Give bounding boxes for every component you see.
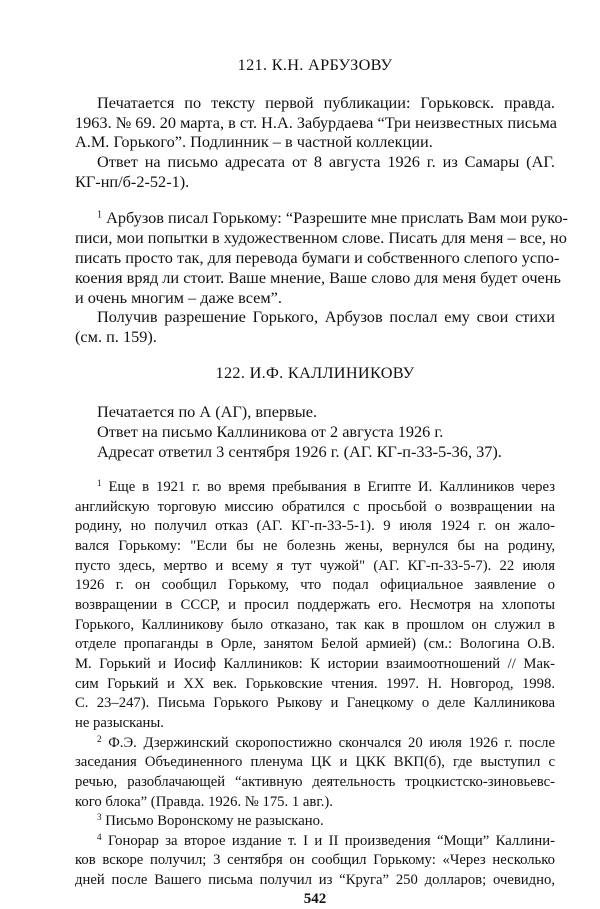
section-122-note-2: [97, 736, 555, 751]
section-122-note-line: С. 23–247). Письма Горького Рыкову и Ганецкому о деле Каллиникова: [75, 695, 555, 711]
section-122-note-line: заседания Объединенного пленума ЦК и ЦКК ВКП(б), где выступил с: [75, 754, 555, 770]
section-122-note-line: дней после Вашего письма получил из “Круга” 250 долларов; очевидно,: [75, 872, 555, 888]
section-122-note-line: кого блока” (Правда. 1926. № 175. 1 авг.).: [75, 794, 333, 810]
section-122-note-3: [97, 814, 555, 829]
section-121-intro-line: А.М. Горького”. Подлинник – в частной коллекции.: [75, 132, 433, 151]
section-122-note-line: пусто здесь, мертво и всему я тут чужой" (АГ. КГ-п-33-5-7). 22 июля: [75, 558, 555, 574]
section-121-note-line: (см. п. 159).: [75, 327, 157, 346]
section-122-intro-line: Ответ на письмо Каллиникова от 2 августа 1926 г.: [97, 422, 444, 441]
section-122-note-line: родину, но получил отказ (АГ. КГ-п-33-5-1). 9 июля 1924 г. он жало-: [75, 518, 555, 534]
section-121-note-line: писи, мои попытки в художественном слове. Писать для меня – все, но: [75, 228, 567, 247]
section-122-intro-line: Адресат ответил 3 сентября 1926 г. (АГ. КГ-п-33-5-36, 37).: [97, 442, 502, 461]
section-122-note-line: Горького, Каллиникову было отказано, так как в прошлом он служил в: [75, 617, 555, 633]
footnote-mark: 2: [97, 734, 102, 744]
footnote-mark: 1: [97, 478, 102, 488]
note-text: Гонорар за второе издание т. I и II произведения “Мощи” Каллини-: [107, 833, 556, 849]
section-122-note-1: [97, 480, 555, 495]
section-122-note-4: [97, 834, 555, 849]
footnote-mark: 1: [97, 209, 103, 221]
note-text: Письмо Воронскому не разыскано.: [105, 813, 324, 829]
section-121-note-line: и очень многим – даже всем”.: [75, 288, 282, 307]
section-121-note-line: коения вряд ли стоит. Ваше мнение, Ваше слово для меня будет очень: [75, 268, 561, 287]
note-text: Ф.Э. Дзержинский скоропостижно скончался 20 июля 1926 г. после: [108, 735, 556, 751]
section-heading-122: 122. И.Ф. КАЛЛИНИКОВУ: [215, 363, 415, 382]
section-121-intro-line: Печатается по тексту первой публикации: Горьковск. правда.: [97, 93, 555, 112]
footnote-mark: 4: [97, 832, 102, 842]
section-122-note-line: отделе пропаганды в Орле, занятом Белой армией) (см.: Вологина О.В.: [75, 636, 555, 652]
section-121-intro-line: КГ-нп/б-2-52-1).: [75, 172, 190, 191]
section-122-note-line: М. Горький и Иосиф Каллиников: К истории взаимоотношений // Мак-: [75, 656, 555, 672]
note-text: Арбузов писал Горькому: “Разрешите мне прислать Вам мои руко-: [106, 208, 568, 227]
section-122-note-line: 1926 г. он сообщил Горькому, что подал официальное заявление о: [75, 577, 555, 593]
section-121-intro-line: 1963. № 69. 20 марта, в ст. Н.А. Забурдаева “Три неизвестных письма: [75, 113, 557, 132]
section-122-note-line: ков вскоре получил; 3 сентября он сообщил Горькому: «Через несколько: [75, 852, 555, 868]
page-number: 542: [303, 891, 327, 907]
section-121-note-line: писать просто так, для перевода бумаги и собственного слепого успо-: [75, 248, 560, 267]
section-122-intro-line: Печатается по А (АГ), впервые.: [97, 402, 318, 421]
section-121-intro-line: Ответ на письмо адресата от 8 августа 1926 г. из Самары (АГ.: [97, 152, 555, 171]
section-122-note-line: не разысканы.: [75, 715, 164, 731]
section-122-note-line: речью, разоблачающей “активную деятельность троцкистско-зиновьевс-: [75, 774, 555, 790]
footnote-mark: 3: [97, 812, 102, 822]
note-text: Еще в 1921 г. во время пребывания в Египте И. Каллиников через: [108, 479, 555, 495]
section-122-note-line: вался Горькому: "Если бы не болезнь жены, вернулся бы на родину,: [75, 538, 555, 554]
section-121-note-1: [97, 208, 568, 227]
section-122-note-line: сим Горький и XX век. Горьковские чтения. 1997. Н. Новгород, 1998.: [75, 676, 555, 692]
section-121-note-line: Получив разрешение Горького, Арбузов послал ему свои стихи: [97, 307, 555, 326]
section-heading-121: 121. К.Н. АРБУЗОВУ: [237, 55, 393, 74]
section-122-note-line: английскую торговую миссию обратился с просьбой о возвращении на: [75, 499, 555, 515]
section-122-note-line: возвращении в СССР, и просил поддержать его. Несмотря на хлопоты: [75, 597, 555, 613]
